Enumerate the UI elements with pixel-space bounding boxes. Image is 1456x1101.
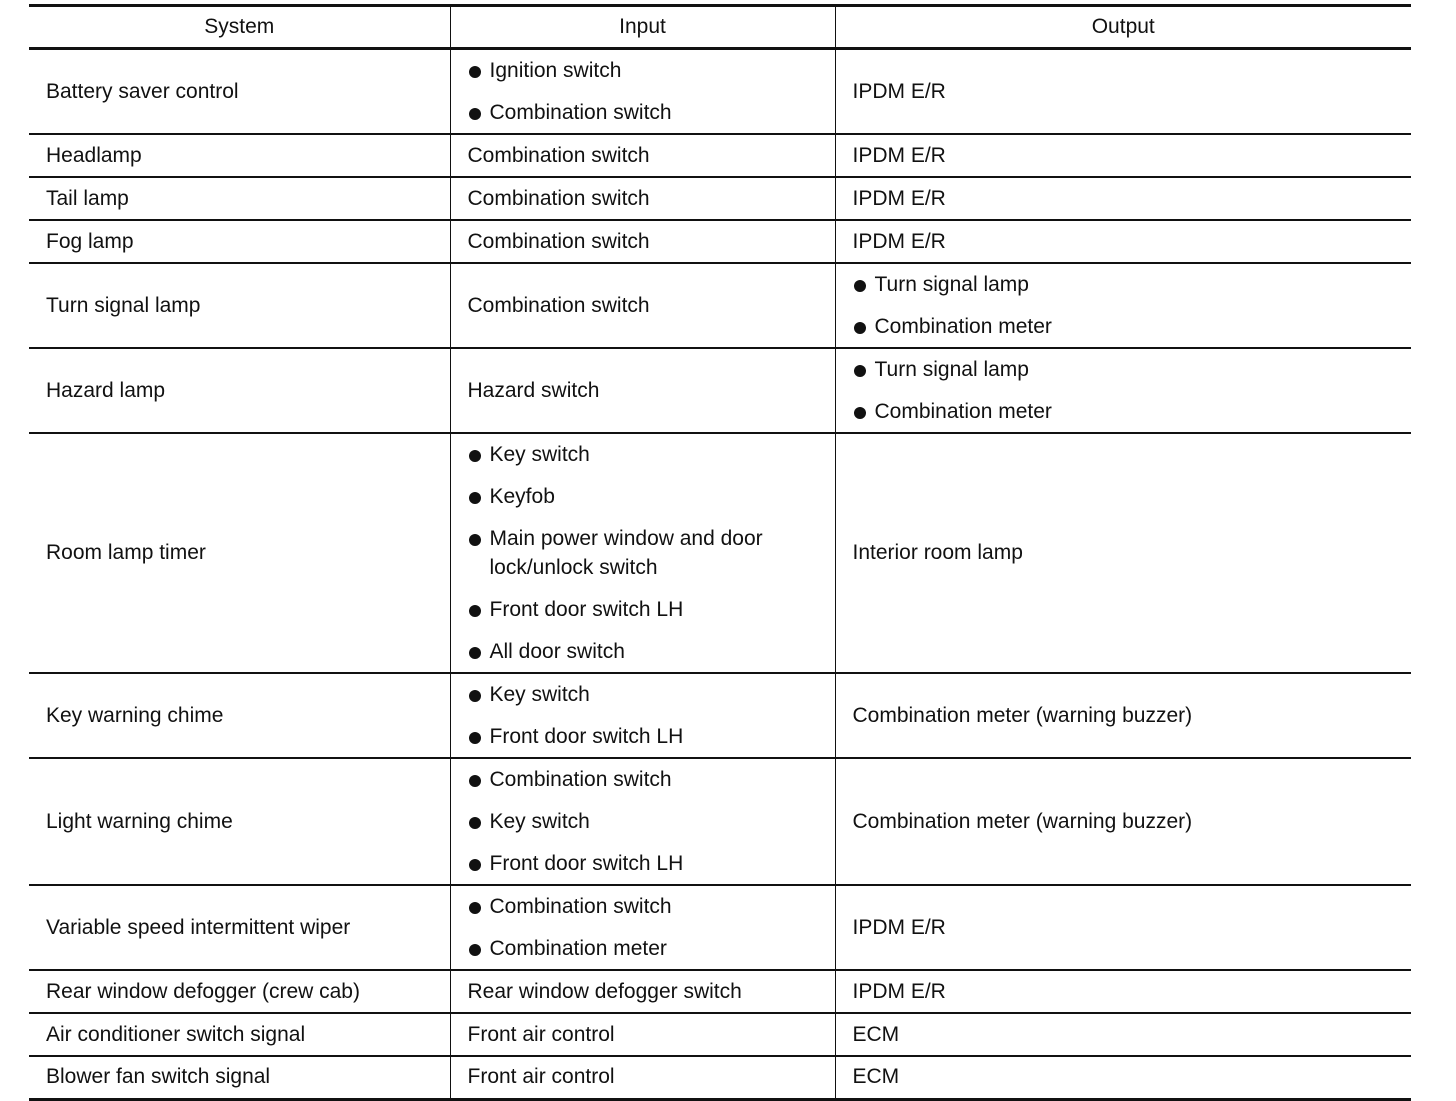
system-cell: Rear window defogger (crew cab) [29,970,450,1013]
input-cell: Hazard switch [450,348,835,433]
system-cell: Tail lamp [29,177,450,220]
output-item: Turn signal lamp [853,355,1400,384]
input-item: Combination switch [468,892,823,921]
header-system: System [29,6,450,49]
table-row [29,970,1411,1013]
input-item: Key switch [468,807,823,836]
input-cell: Rear window defogger switch [450,970,835,1013]
input-cell [450,885,835,970]
table-row [29,758,1411,885]
output-cell: IPDM E/R [835,177,1411,220]
system-cell: Hazard lamp [29,348,450,433]
input-item: Combination switch [468,765,823,794]
system-cell: Key warning chime [29,673,450,758]
output-cell: Combination meter (warning buzzer) [835,673,1411,758]
system-cell: Blower fan switch signal [29,1056,450,1099]
table-row [29,1013,1411,1056]
header-output: Output [835,6,1411,49]
table-row [29,885,1411,970]
output-cell: IPDM E/R [835,220,1411,263]
table-row [29,673,1411,758]
input-cell [450,758,835,885]
system-cell: Battery saver control [46,79,239,103]
system-cell: Variable speed intermittent wiper [29,885,450,970]
system-cell: Headlamp [29,134,450,177]
input-list [468,440,823,666]
input-cell: Combination switch [450,220,835,263]
table-row [29,49,1411,135]
table-row [29,263,1411,348]
system-cell: Room lamp timer [29,433,450,673]
output-cell: Combination meter (warning buzzer) [835,758,1411,885]
output-cell: IPDM E/R [835,970,1411,1013]
input-cell: Combination switch [450,134,835,177]
input-cell [450,433,835,673]
input-cell: Combination switch [450,177,835,220]
input-item: Front door switch LH [468,595,823,624]
output-list [853,355,1400,426]
output-list [853,270,1400,341]
output-cell [835,263,1411,348]
input-cell [450,673,835,758]
system-cell: Light warning chime [29,758,450,885]
system-io-table [29,4,1411,1101]
output-cell: IPDM E/R [835,49,1411,135]
table-row [29,433,1411,673]
input-list [468,680,823,751]
input-item: Key switch [468,680,823,709]
table-row [29,220,1411,263]
system-cell: Turn signal lamp [29,263,450,348]
input-cell [450,49,835,135]
output-cell: Interior room lamp [835,433,1411,673]
input-cell: Combination switch [450,263,835,348]
system-cell: Fog lamp [29,220,450,263]
header-row [29,6,1411,49]
input-list [468,892,823,963]
table-row [29,177,1411,220]
output-item: Combination meter [853,397,1400,426]
output-item: Combination meter [853,312,1400,341]
header-input: Input [450,6,835,49]
input-item: Combination meter [468,934,823,963]
output-cell [835,348,1411,433]
output-cell: ECM [835,1056,1411,1099]
input-item: Ignition switch [468,56,823,85]
output-item: Turn signal lamp [853,270,1400,299]
input-item: Key switch [468,440,823,469]
output-cell: ECM [835,1013,1411,1056]
input-list [468,56,823,127]
table-row [29,348,1411,433]
table-row [29,134,1411,177]
input-cell: Front air control [450,1013,835,1056]
input-item: All door switch [468,637,823,666]
input-item: Front door switch LH [468,722,823,751]
input-list [468,765,823,878]
input-item: Main power window and door lock/unlock switch [468,524,823,582]
table-row [29,1056,1411,1099]
system-cell: Air conditioner switch signal [29,1013,450,1056]
output-cell: IPDM E/R [835,885,1411,970]
input-cell: Front air control [450,1056,835,1099]
output-cell: IPDM E/R [835,134,1411,177]
input-item: Combination switch [468,98,823,127]
input-item: Keyfob [468,482,823,511]
input-item: Front door switch LH [468,849,823,878]
